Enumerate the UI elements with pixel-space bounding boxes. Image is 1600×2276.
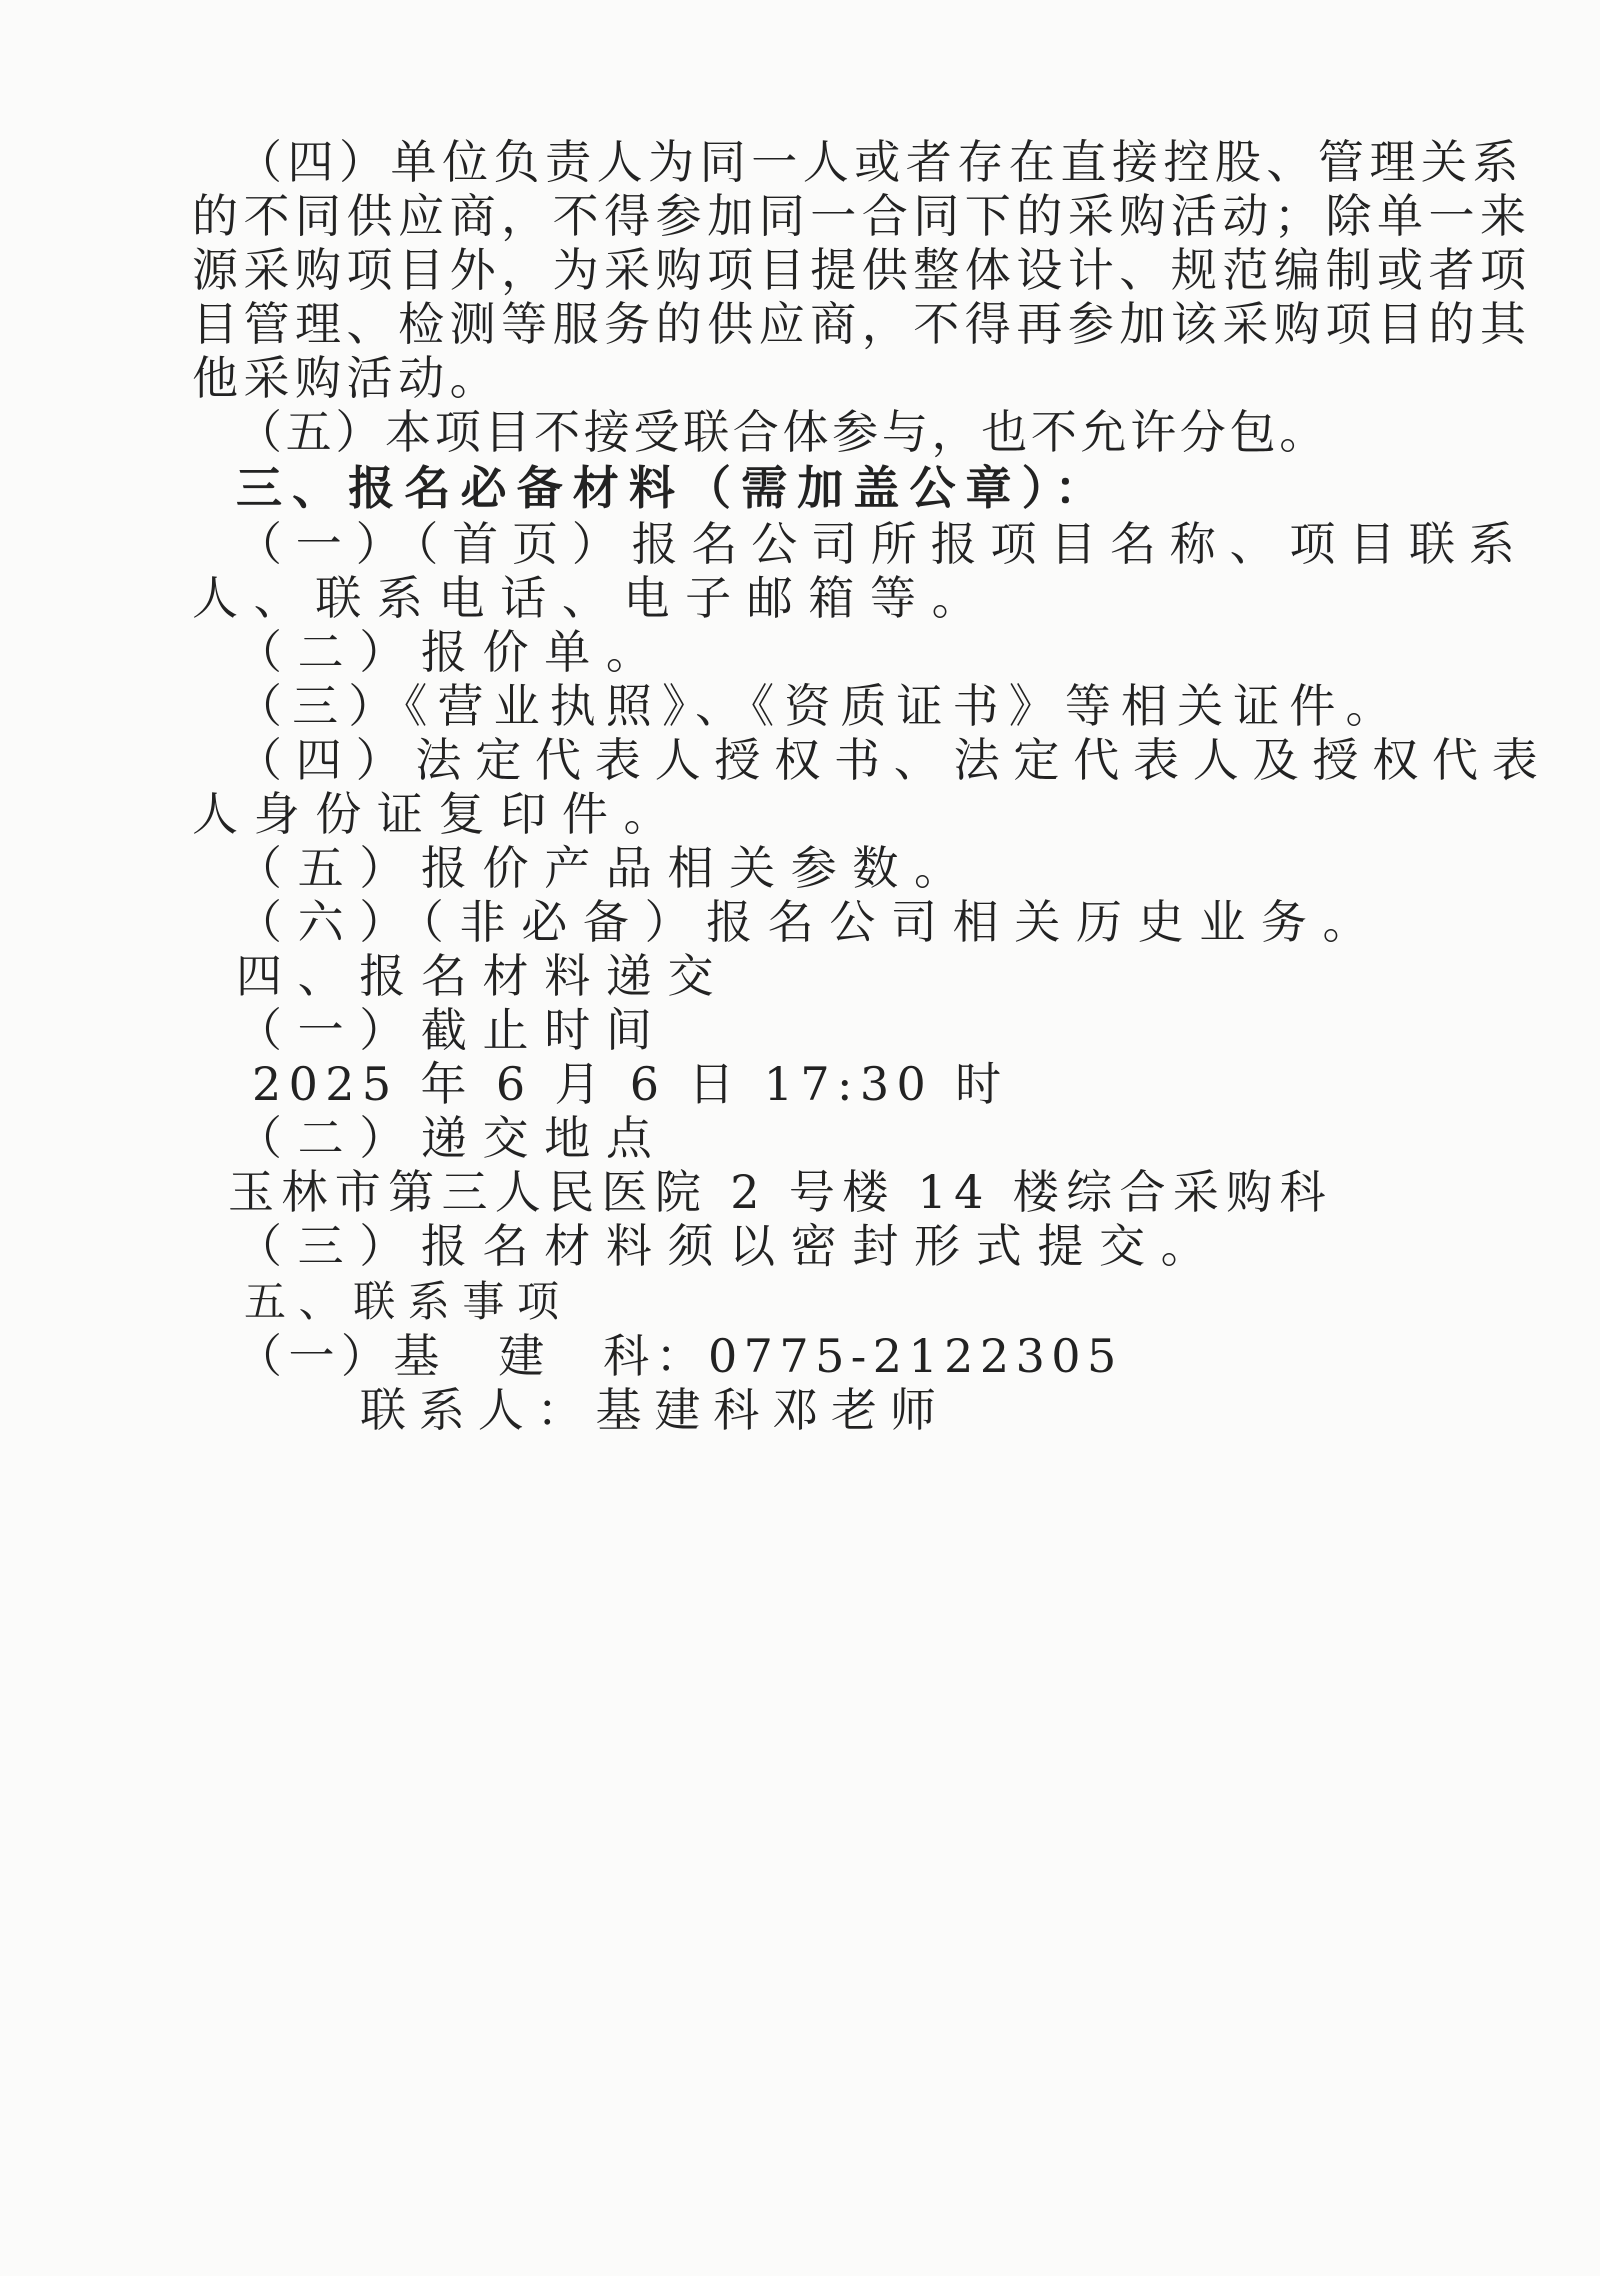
list-item: （二）报价单。 xyxy=(236,625,668,679)
deadline-text: 2025 年 6 月 6 日 17:30 时 xyxy=(252,1057,1009,1111)
list-item: （三）报名材料须以密封形式提交。 xyxy=(236,1219,1223,1273)
section-heading: 五、联系事项 xyxy=(244,1277,572,1326)
list-item: （六）（非必备）报名公司相关历史业务。 xyxy=(236,895,1385,949)
list-item: （四）法定代表人授权书、法定代表人及授权代表 xyxy=(236,733,1552,787)
section-heading: 四、报名材料递交 xyxy=(236,949,730,1003)
list-item: （三）《营业执照》、《资质证书》等相关证件。 xyxy=(236,679,1402,733)
list-item: （二）递交地点 xyxy=(236,1111,668,1165)
list-item: （一）（首页）报名公司所报项目名称、项目联系 xyxy=(236,517,1529,571)
list-item: （五）报价产品相关参数。 xyxy=(236,841,976,895)
list-item: 人、联系电话、电子邮箱等。 xyxy=(192,571,994,625)
paragraph-line: 他采购活动。 xyxy=(192,351,502,405)
section-heading: 三、报名必备材料（需加盖公章）： xyxy=(236,461,1111,515)
paragraph-line: 源采购项目外，为采购项目提供整体设计、规范编制或者项 xyxy=(192,243,1532,297)
paragraph-line: （四）单位负责人为同一人或者存在直接控股、管理关系 xyxy=(236,135,1524,189)
location-text: 玉林市第三人民医院 2 号楼 14 楼综合采购科 xyxy=(228,1165,1333,1219)
contact-phone: （一）基 建 科：0775-2122305 xyxy=(236,1329,1123,1383)
paragraph-line: 的不同供应商，不得参加同一合同下的采购活动；除单一来 xyxy=(192,189,1532,243)
list-item: （一）截止时间 xyxy=(236,1003,668,1057)
contact-person: 联系人：基建科邓老师 xyxy=(360,1383,949,1437)
list-item: 人身份证复印件。 xyxy=(192,787,686,841)
paragraph-line: （五）本项目不接受联合体参与，也不允许分包。 xyxy=(236,405,1329,459)
paragraph-line: 目管理、检测等服务的供应商，不得再参加该采购项目的其 xyxy=(192,297,1532,351)
